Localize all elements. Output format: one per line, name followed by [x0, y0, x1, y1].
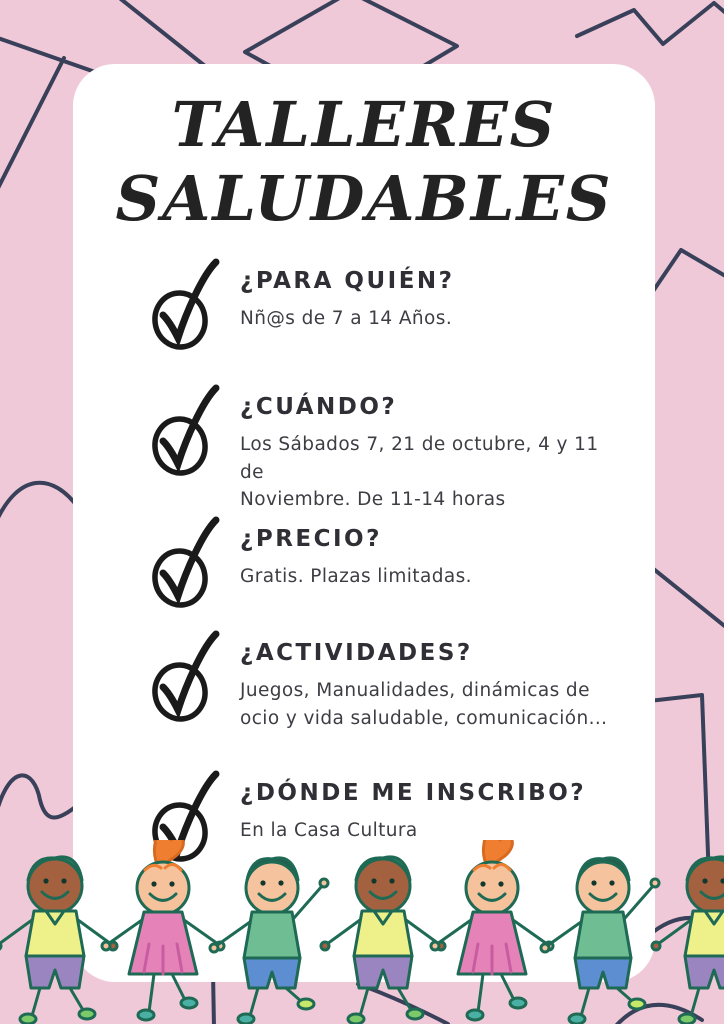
question-precio: ¿PRECIO? [240, 526, 382, 552]
section-cuando [150, 384, 620, 514]
section-para-quien [150, 258, 620, 354]
doodle-left-bird [0, 483, 80, 522]
title-line-1: TALLERES [171, 88, 557, 161]
answer-donde: En la Casa Cultura [240, 820, 418, 841]
children-illustration [0, 840, 724, 1024]
question-cuando: ¿CUÁNDO? [240, 394, 398, 420]
answer-cuando: Los Sábados 7, 21 de octubre, 4 y 11 de Noviembre. De 11-14 horas [240, 434, 599, 510]
answer-precio: Gratis. Plazas limitadas. [240, 566, 472, 587]
question-actividades: ¿ACTIVIDADES? [240, 640, 473, 666]
section-text [240, 770, 586, 845]
question-para-quien: ¿PARA QUIÉN? [240, 268, 455, 294]
doodle-left-wave [0, 775, 74, 817]
question-donde: ¿DÓNDE ME INSCRIBO? [240, 780, 587, 806]
poster-title [73, 88, 655, 236]
section-text [240, 516, 472, 591]
section-precio [150, 516, 620, 612]
doodle-right-zigzag [645, 250, 724, 303]
section-text [240, 384, 620, 514]
doodle-top-right-zigzag [577, 3, 724, 44]
answer-actividades: Juegos, Manualidades, dinámicas de ocio y vida saludable, comunicación... [240, 680, 608, 729]
answer-para-quien: Nñ@s de 7 a 14 Años. [240, 308, 453, 329]
checkmark-icon [150, 516, 232, 612]
title-line-2: SALUDABLES [115, 162, 613, 235]
section-text [240, 258, 455, 333]
checkmark-icon [150, 258, 232, 354]
checkmark-icon [150, 630, 232, 726]
doodle-top-left-line [0, 58, 64, 196]
section-actividades [150, 630, 620, 732]
section-text [240, 630, 607, 732]
checkmark-icon [150, 384, 232, 480]
